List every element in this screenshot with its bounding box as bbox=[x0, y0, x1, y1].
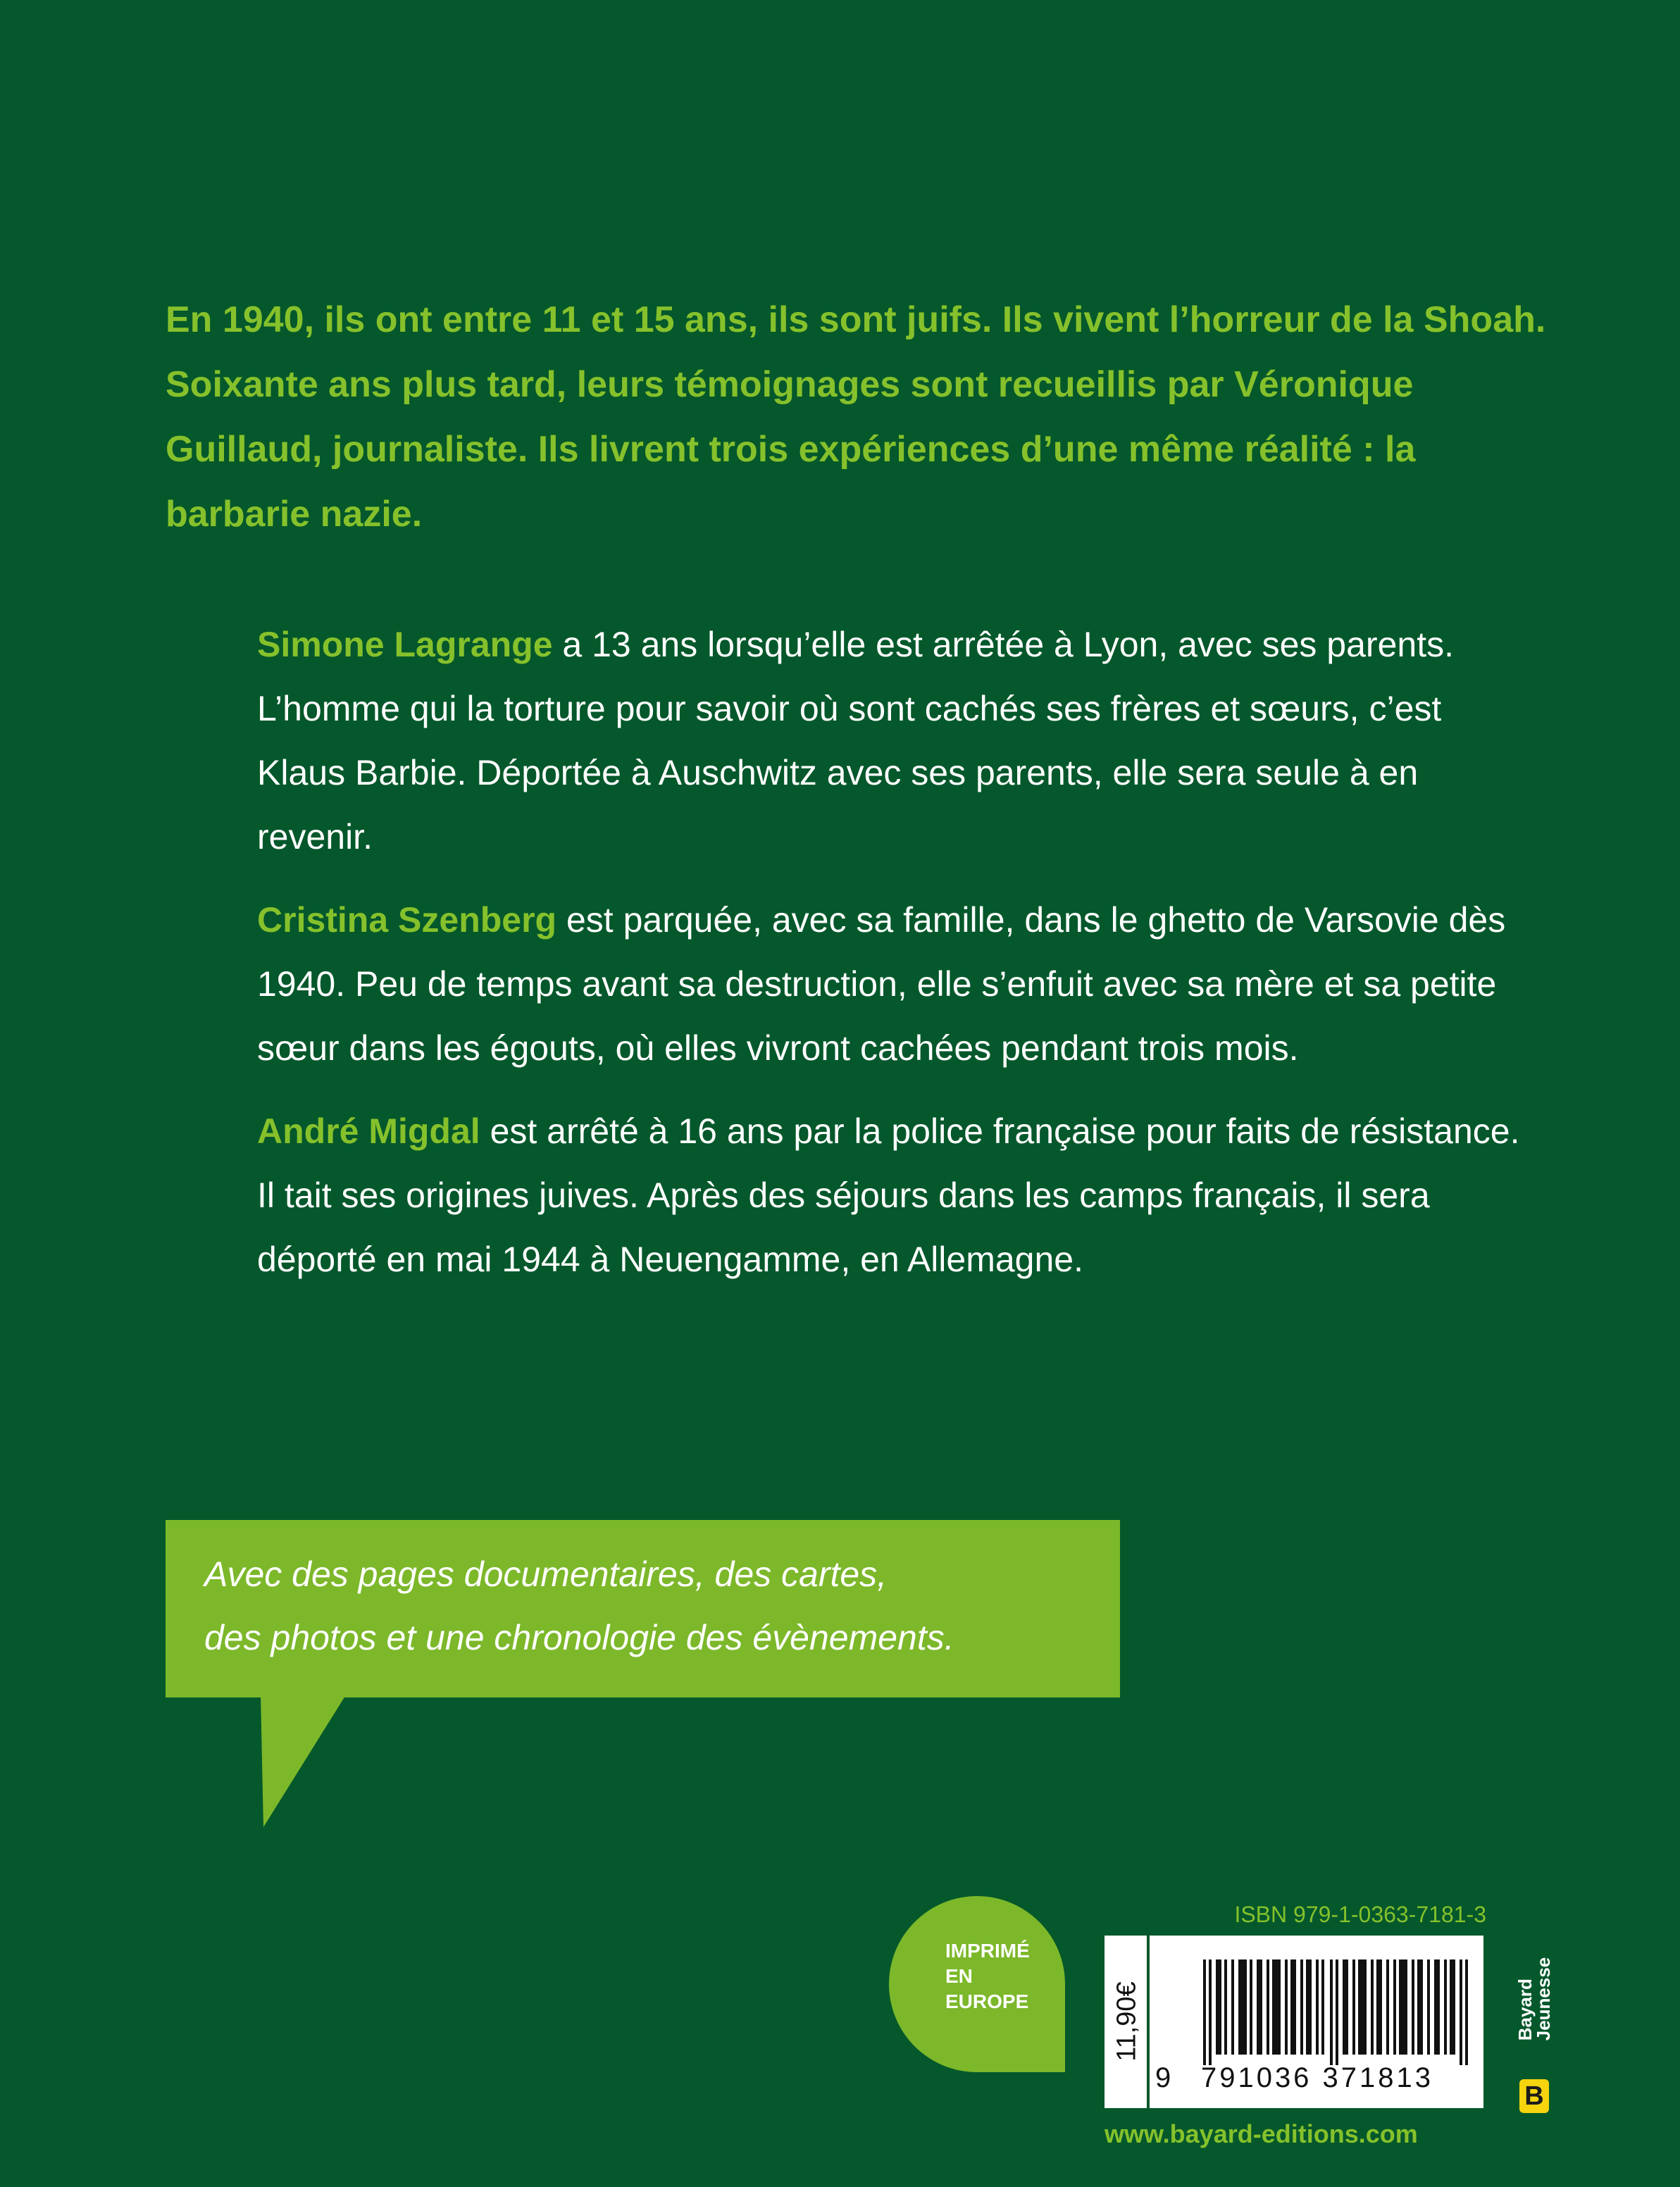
badge-line-1: IMPRIMÉ bbox=[945, 1940, 1030, 1962]
barcode-first-digit: 9 bbox=[1155, 2062, 1171, 2093]
badge-text bbox=[945, 1938, 1058, 2014]
publisher-line-2: Jeunesse bbox=[1533, 1957, 1554, 2041]
testimony-name: André Migdal bbox=[257, 1111, 480, 1151]
publisher-name bbox=[1516, 1957, 1553, 2041]
testimony-text: a 13 ans lorsqu’elle est arrêtée à Lyon, avec ses parents. L’homme qui la torture pour savoir où sont cachés ses frères et sœurs, c’est Klaus Barbie. Déportée à Auschwitz avec ses parents, elle sera seule à en revenir. bbox=[257, 625, 1454, 856]
testimony-name: Cristina Szenberg bbox=[257, 900, 557, 940]
price-cell bbox=[1105, 1936, 1150, 2108]
bubble-line-2: des photos et une chronologie des évènements. bbox=[204, 1618, 954, 1657]
testimony-name: Simone Lagrange bbox=[257, 625, 553, 664]
price: 11,90€ bbox=[1112, 1981, 1142, 2062]
badge-line-2: EN bbox=[945, 1965, 973, 1987]
barcode-icon bbox=[1203, 1959, 1471, 2065]
publisher-line-1: Bayard bbox=[1514, 1979, 1536, 2041]
bayard-logo-icon: B bbox=[1519, 2079, 1549, 2113]
bubble-line-1: Avec des pages documentaires, des cartes, bbox=[204, 1554, 888, 1594]
badge-line-3: EUROPE bbox=[945, 1990, 1029, 2012]
testimony-text: est parquée, avec sa famille, dans le ghetto de Varsovie dès 1940. Peu de temps avant sa destruction, elle s’enfuit avec sa mère et sa petite sœur dans les égouts, où elles vivront cachées pendant trois mois. bbox=[257, 900, 1506, 1068]
testimony-text: est arrêté à 16 ans par la police française pour faits de résistance. Il tait ses origines juives. Après des séjours dans les camps français, il sera déporté en mai 1944 à Neuengamme, en Allemagne. bbox=[257, 1111, 1520, 1279]
testimony-item bbox=[257, 613, 1525, 869]
testimony-item bbox=[257, 1099, 1525, 1292]
speech-bubble-tail bbox=[261, 1696, 352, 1830]
bubble-text bbox=[204, 1543, 1120, 1669]
barcode-block bbox=[1105, 1936, 1483, 2108]
isbn-label: ISBN 979-1-0363-7181-3 bbox=[1234, 1902, 1486, 1927]
barcode-digits: 791036 371813 bbox=[1200, 2062, 1434, 2093]
intro-paragraph: En 1940, ils ont entre 11 et 15 ans, ils sont juifs. Ils vivent l’horreur de la Shoah. Soixante ans plus tard, leurs témoignages sont recueillis par Véronique Guillaud, journaliste. Ils livrent trois expériences d’une même réalité : la barbarie nazie. bbox=[166, 299, 1546, 535]
website-url[interactable]: www.bayard-editions.com bbox=[1105, 2119, 1418, 2148]
testimonies bbox=[257, 613, 1525, 1311]
testimony-item bbox=[257, 888, 1525, 1080]
